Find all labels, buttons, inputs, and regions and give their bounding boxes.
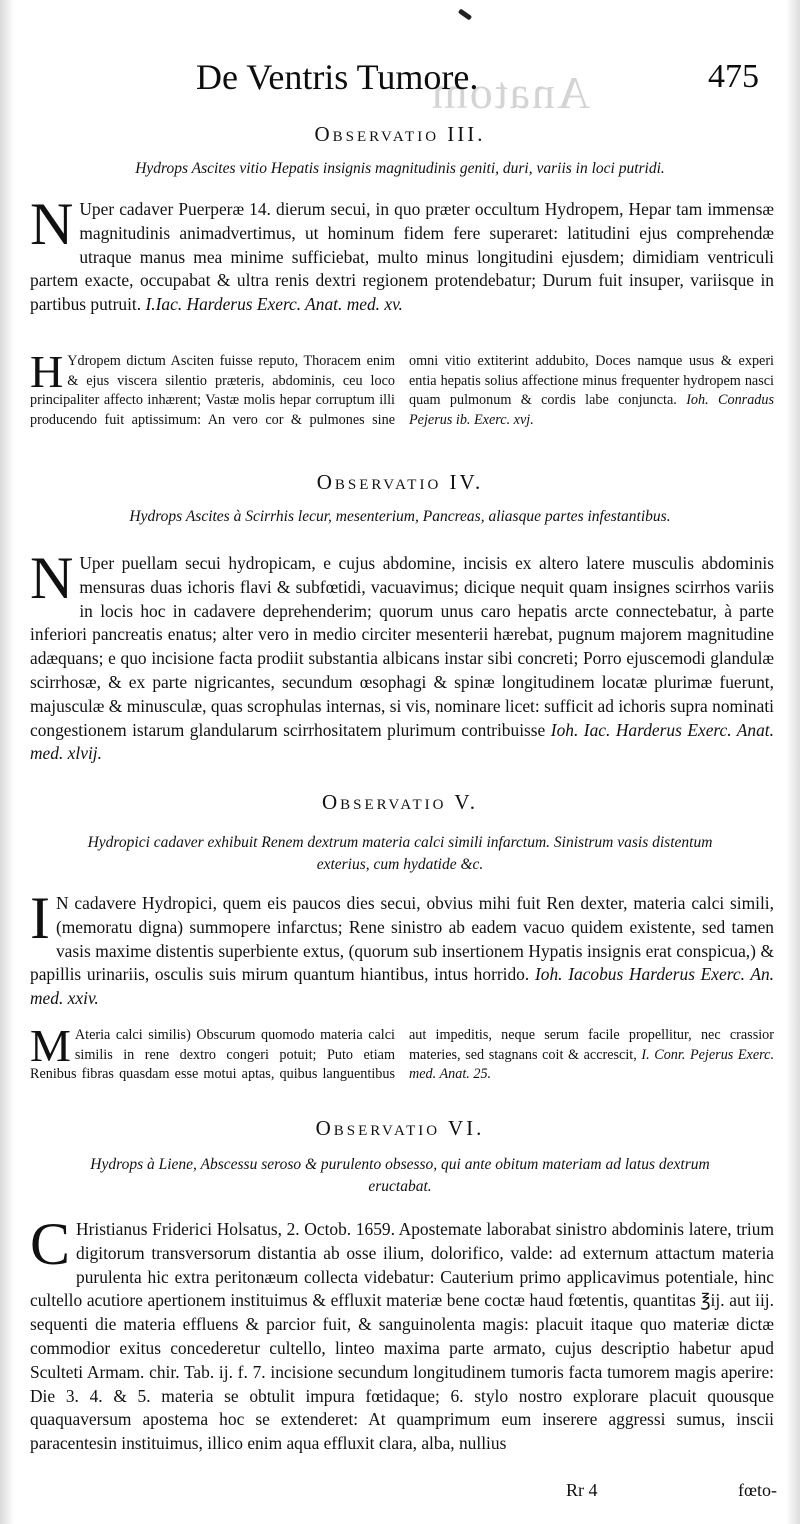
- observation-3-body: [30, 191, 774, 317]
- observation-4-title: Observatio IV.: [316, 470, 484, 494]
- observation-5-citation: Ioh. Iacobus Harderus Exerc. An. med. xxiv.: [30, 964, 774, 1009]
- observation-5-notes: [30, 1020, 774, 1085]
- observation-4-body: [30, 545, 774, 766]
- observation-3-citation: I.Iac. Harderus Exerc. Anat. med. xv.: [145, 294, 403, 315]
- observation-5-summary: Hydropici cadaver exhibuit Renem dextrum materia calci simili infarctum. Sinistrum vasis distentum exterius, cum hydatide &c.: [87, 834, 713, 873]
- observation-6-drop-cap: C: [30, 1211, 71, 1277]
- observation-4-citation: Ioh. Iac. Harderus Exerc. Anat. med. xlvij.: [30, 719, 774, 764]
- page-header: [0, 56, 800, 106]
- observation-5-drop-cap: I: [30, 885, 50, 951]
- observation-3-note-citation: Ioh. Conradus Pejerus ib. Exerc. xvj.: [409, 392, 774, 428]
- observation-3-notes: [30, 346, 774, 430]
- observation-6-title: Observatio VI.: [315, 1116, 485, 1140]
- observation-3-note-drop-cap: H: [30, 346, 64, 397]
- page-number: 475: [708, 58, 759, 95]
- observation-3-text: Uper cadaver Puerperæ 14. dierum secui, in quo præter occultum Hydropem, Hepar tam immensæ magnitudinis animadvertimus, ut hominum fidem fere superaret: latitudini ejus comprehendæ utraque manus mea minime sufficiebat, multo minus longitudini ejusdem; dimidiam ventriculi partem exacte, occupabat & ultra renis dextri regionem protendebatur; Durum fuit insuper, variisque in partibus putruit.: [30, 199, 774, 315]
- observation-5-body: [30, 885, 774, 1011]
- observation-5-note-text: Ateria calci similis) Obscurum quomodo materia calci similis in rene dextro congeri potuit; Puto etiam Renibus fibras quasdam esse motui aptas, quibus languentibus aut impeditis, neque serum facile propellitur, nec crassior materies, sed stagnans coit & accrescit,: [30, 1027, 774, 1083]
- observation-4-summary: Hydrops Ascites à Scirrhis lecur, mesenterium, Pancreas, aliasque partes infestantibus.: [129, 508, 671, 525]
- observation-5-title: Observatio V.: [321, 790, 479, 814]
- catchword: fœto-: [738, 1480, 777, 1500]
- observation-5-note-citation: I. Conr. Pejerus Exerc. med. Anat. 25.: [409, 1046, 774, 1083]
- ink-speck: [458, 8, 472, 20]
- observation-3-note-text: Ydropem dictum Asciten fuisse reputo, Thoracem enim & ejus viscera silentio præteris, abdominis, ceu loco principaliter affecto inhærent; Vastæ molis hepar corruptum illi producendo fuit aptissimum: An vero cor & pulmones sine omni vitio extiterint addubito, Doces namque usus & experi entia hepatis solius affectione minus frequenter hydropem nasci quam pulmonum & cordis labe conjuncta.: [30, 353, 774, 428]
- observation-4-text: Uper puellam secui hydropicam, e cujus abdomine, incisis ex altero latere musculis abdominis mensuras duas ichoris flavi & subfœtidi, vacuavimus; dicique nequit quam insignes scirrhos variis in locis hoc in cadavere deprehenderim; quorum unus caro hepatis arcte connectebatur, à parte inferiori pancreatis enatus; alter vero in medio circiter mesenterii hærebat, pugnum majorem magnitudine adæquans; e quo incisione facta prodiit substantia albicans instar sibi concreti; Porro ejuscemodi glandulæ scirrhosæ, & ex parte nigricantes, secundum œsophagi & spinæ longitudinem locatæ plurimæ fuerunt, majusculæ & minusculæ, quas scrophulas internas, si vis, nominare licet: sufficit ad ichoris supra nominati congestionem istarum glandularum scirrhositatem plurimum contribuisse: [30, 553, 774, 740]
- observation-6-summary: Hydrops à Liene, Abscessu seroso & purulento obsesso, qui ante obitum materiam ad latus dextrum eructabat.: [90, 1156, 710, 1195]
- signature-mark: Rr 4: [566, 1480, 598, 1500]
- observation-3-summary: Hydrops Ascites vitio Hepatis insignis magnitudinis geniti, duri, variis in loci putridi.: [135, 160, 665, 177]
- page-footer: [0, 1480, 800, 1510]
- observation-5-note-drop-cap: M: [30, 1020, 71, 1071]
- observation-5-text: N cadavere Hydropici, quem eis paucos dies secui, obvius mihi fuit Ren dexter, materia calci simili, (memoratu digna) summopere infarctus; Rene sinistro ab eadem vacuo quidem existente, sed tamen vasis maxime distentis superbiente extus, (quorum sub insertionem Hypatis insignis erat conspicua,) & papillis urinariis, osculis suis mirum quantum hiantibus, intus horrido.: [30, 893, 774, 985]
- observation-3-title: Observatio III.: [314, 122, 486, 146]
- running-title: De Ventris Tumore.: [196, 57, 479, 97]
- observation-4-drop-cap: N: [30, 545, 74, 611]
- observation-3-drop-cap: N: [30, 191, 74, 257]
- observation-6-body: [30, 1211, 774, 1456]
- observation-6-text: Hristianus Friderici Holsatus, 2. Octob. 1659. Apostemate laborabat sinistro abdominis latere, trium digitorum transversorum distantia ab osse ilium, dolorifico, valde: ad externum attactum materia purulenta hic extra peritonæum collecta videbatur: Cauterium primo applicavimus potentiale, hinc cultello acutiore apertionem instituimus & effluxit materiæ bene coctæ haud fœtentis, quantitas ℥ij. aut iij. sequenti die materia effluens & parcior fuit, & sanguinolenta magis: placuit itaque quo materiæ dictæ commodior exitus concederetur cultello, linteo maxima parte armato, cujus descriptio habetur apud Sculteti Armam. chir. Tab. ij. f. 7. incisione secundum longitudinem tumoris facta tumorem magis aperire: Die 3. 4. & 5. materia se obtulit impura fœtidaque; 6. stylo nostro explorare placuit quousque quaquaversum apostema hoc se extenderet: At quamprimum eum inserere aggressi sumus, inscii paracentesin instituimus, illico enim aqua effluxit clara, alba, nullius: [30, 1219, 774, 1454]
- show-through-ghost-text: Anatom: [430, 67, 591, 118]
